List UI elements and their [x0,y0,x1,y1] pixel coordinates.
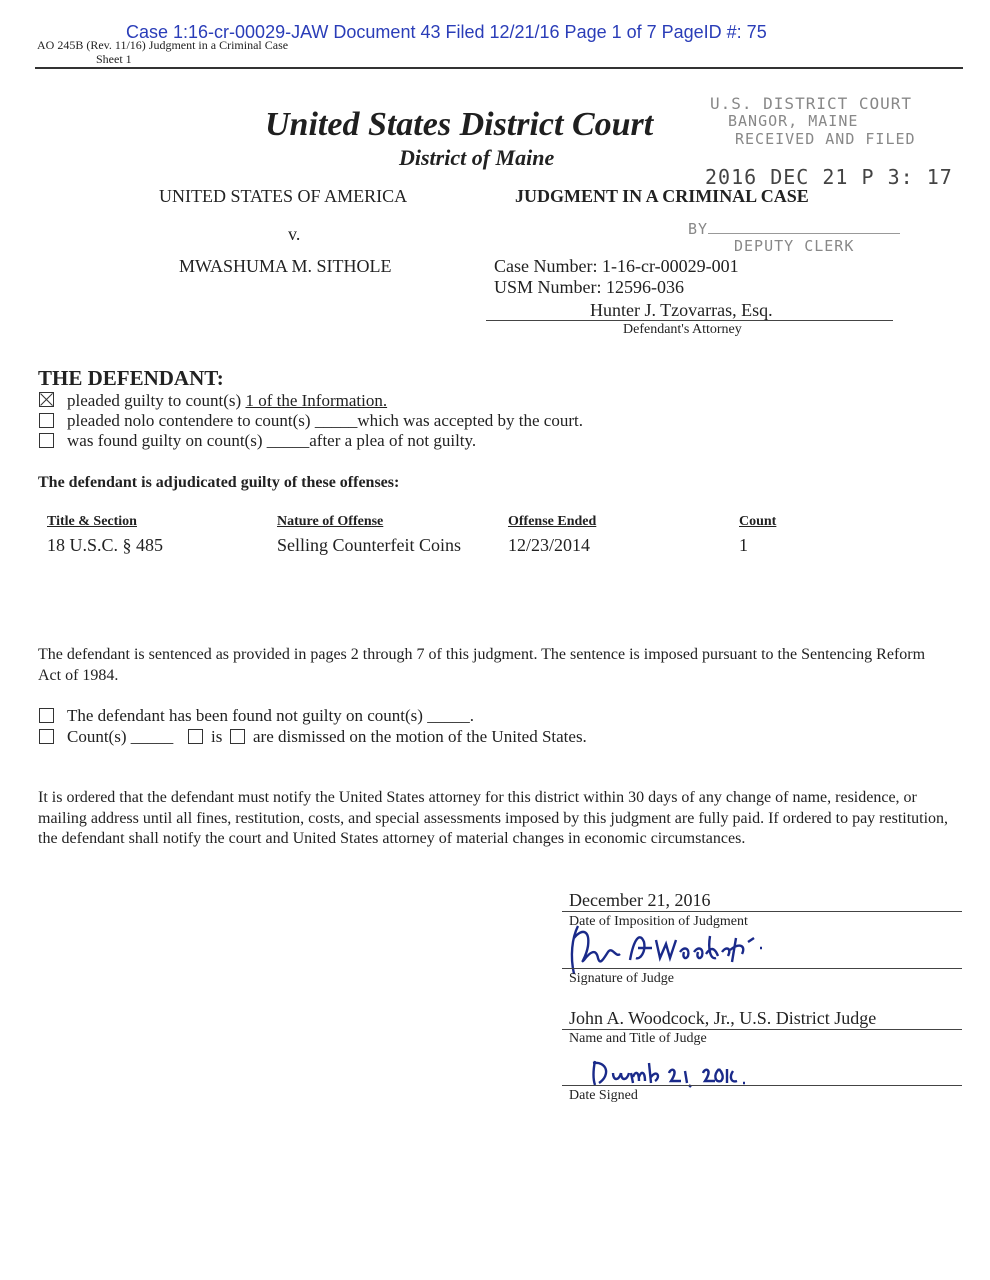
checkbox[interactable] [39,433,54,448]
versus: v. [288,224,301,244]
table-cell: 18 U.S.C. § 485 [47,535,164,555]
defendant-heading: THE DEFENDANT: [38,366,224,390]
header-rule [35,67,963,69]
checkbox[interactable] [39,729,54,744]
column-header: Nature of Offense [277,514,384,529]
court-name: United States District Court [265,106,654,143]
checkbox[interactable] [39,708,54,723]
checkbox[interactable] [188,729,203,744]
table-cell: Selling Counterfeit Coins [277,535,461,555]
case-number: Case Number: 1-16-cr-00029-001 [494,256,739,276]
judge-name-label: Name and Title of Judge [569,1031,707,1046]
imposition-date-label: Date of Imposition of Judgment [569,914,748,929]
attorney-name: Hunter J. Tzovarras, Esq. [590,300,773,320]
table-cell: 12/23/2014 [508,535,591,555]
document-title: JUDGMENT IN A CRIMINAL CASE [515,186,809,206]
offenses-heading: The defendant is adjudicated guilty of these offenses: [38,474,400,491]
case-header: Case 1:16-cr-00029-JAW Document 43 Filed 12/21/16 Page 1 of 7 PageID #: 75 [126,22,767,42]
signature-label: Signature of Judge [569,971,674,986]
judge-name: John A. Woodcock, Jr., U.S. District Judge [569,1008,877,1028]
imposition-date: December 21, 2016 [569,890,711,910]
sentence-paragraph: The defendant is sentenced as provided in pages 2 through 7 of this judgment. The sentence is imposed pursuant to the Sentencing Reform Act of 1984. [38,646,926,684]
plaintiff: UNITED STATES OF AMERICA [159,186,408,206]
checked-checkbox[interactable] [39,392,54,407]
table-cell: 1 [739,535,748,555]
column-header: Offense Ended [508,514,597,529]
usm-number: USM Number: 12596-036 [494,277,684,297]
column-header: Count [739,514,777,529]
sheet-label: Sheet 1 [96,52,132,66]
checkbox[interactable] [39,413,54,428]
column-header: Title & Section [47,514,137,529]
date-signed-label: Date Signed [569,1088,638,1103]
order-paragraph: It is ordered that the defendant must notify the United States attorney for this district within 30 days of any change of name, residence, or mailing address until all fines, restitution, costs, and special assessments imposed by this judgment are fully paid. If ordered to pay restitution, the defendant shall notify the court and United States attorney of material changes in economic circumstances. [38,789,949,847]
form-number: AO 245B (Rev. 11/16) Judgment in a Criminal Case [37,38,289,52]
attorney-label: Defendant's Attorney [623,322,742,337]
judge-signature-icon [560,918,780,978]
checkbox[interactable] [230,729,245,744]
district-name: District of Maine [399,145,555,170]
defendant-name: MWASHUMA M. SITHOLE [179,256,392,276]
